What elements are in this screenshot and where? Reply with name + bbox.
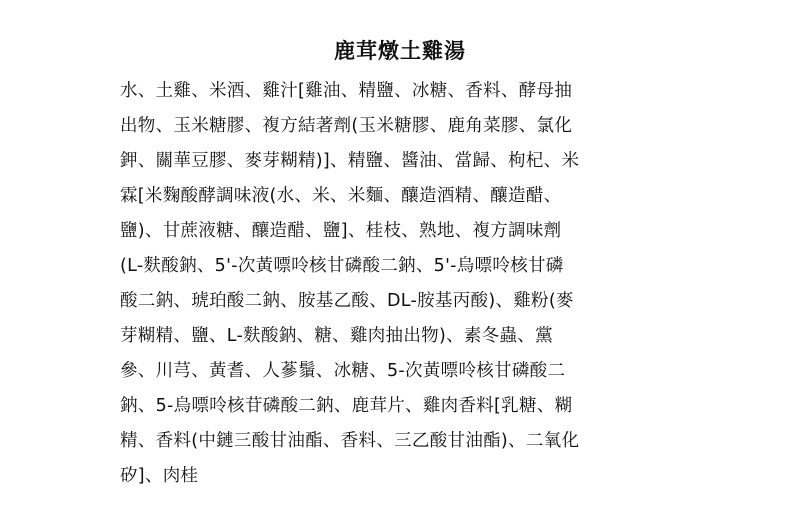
- ingredient-line: 鹽)、甘蔗液糖、釀造醋、鹽]、桂枝、熟地、複方調味劑: [120, 221, 562, 241]
- ingredient-line: 酸二鈉、琥珀酸二鈉、胺基乙酸、DL-胺基丙酸)、雞粉(麥: [120, 291, 574, 311]
- ingredient-list: [120, 74, 680, 494]
- ingredient-line: 鈉、5-烏嘌呤核苷磷酸二鈉、鹿茸片、雞肉香料[乳糖、糊: [120, 396, 573, 416]
- ingredient-line: 芽糊精、鹽、L-麩酸鈉、糖、雞肉抽出物)、素冬蟲、黨: [120, 326, 553, 346]
- ingredient-line: 霖[米麴酸酵調味液(水、米、米麵、釀造酒精、釀造醋、: [120, 186, 562, 206]
- ingredient-line: 出物、玉米糖膠、複方結著劑(玉米糖膠、鹿角菜膠、氯化: [120, 116, 573, 136]
- document-title: 鹿茸燉土雞湯: [334, 38, 466, 63]
- ingredient-line: 精、香料(中鏈三酸甘油酯、香料、三乙酸甘油酯)、二氧化: [120, 431, 580, 451]
- ingredient-line: 參、川芎、黃耆、人蔘鬚、冰糖、5-次黃嘌呤核甘磷酸二: [120, 361, 566, 381]
- ingredient-line: 矽]、肉桂: [120, 466, 199, 486]
- ingredient-line: 鉀、關華豆膠、麥芽糊精)]、精鹽、醬油、當歸、枸杞、米: [120, 151, 580, 171]
- ingredient-line: (L-麩酸鈉、5'-次黃嘌呤核甘磷酸二鈉、5'-烏嘌呤核甘磷: [120, 256, 564, 276]
- ingredient-line: 水、土雞、米酒、雞汁[雞油、精鹽、冰糖、香料、酵母抽: [120, 81, 573, 101]
